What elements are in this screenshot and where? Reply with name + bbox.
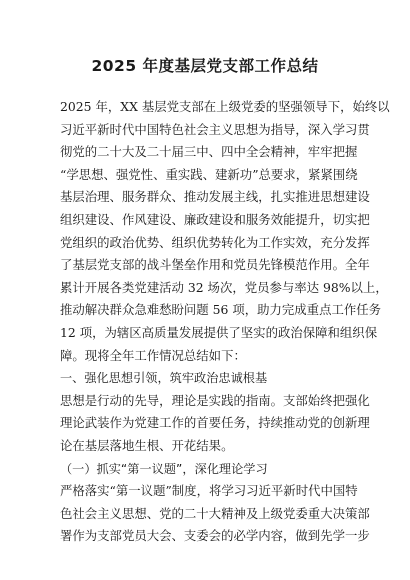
body-line: 彻党的二十大及二十届三中、四中全会精神，牢牢把握 bbox=[60, 144, 358, 160]
document-body bbox=[60, 96, 390, 548]
body-line: 障。现将全年工作情况总结如下： bbox=[60, 347, 246, 363]
body-line: 论在基层落地生根、开花结果。 bbox=[60, 437, 234, 453]
body-line: 习近平新时代中国特色社会主义思想为指导，深入学习贯 bbox=[60, 121, 370, 137]
body-line: 署作为支部党员大会、支委会的必学内容，做到先学一步 bbox=[60, 528, 370, 544]
body-line: “学思想、强党性、重实践、建新功”总要求，紧紧围绕 bbox=[60, 166, 358, 182]
body-line: 推动解决群众急难愁盼问题 56 项，助力完成重点工作任务 bbox=[60, 302, 382, 318]
body-line: 累计开展各类党建活动 32 场次，党员参与率达 98%以上， bbox=[60, 279, 388, 295]
body-line: 严格落实“第一议题”制度，将学习习近平新时代中国特 bbox=[60, 483, 358, 499]
body-line: 2025 年，XX 基层党支部在上级党委的坚强领导下，始终以 bbox=[60, 99, 390, 114]
document-title: 2025 年度基层党支部工作总结 bbox=[91, 57, 319, 75]
body-line: 组织建设、作风建设、廉政建设和服务效能提升，切实把 bbox=[60, 211, 370, 227]
body-line: 色社会主义思想、党的二十大精神及上级党委重大决策部 bbox=[60, 505, 370, 521]
body-line: 党组织的政治优势、组织优势转化为工作实效，充分发挥 bbox=[60, 234, 370, 250]
body-line: 思想是行动的先导，理论是实践的指南。支部始终把强化 bbox=[60, 392, 370, 408]
body-line: 基层治理、服务群众、推动发展主线，扎实推进思想建设 bbox=[60, 189, 370, 205]
body-line: 理论武装作为党建工作的首要任务，持续推动党的创新理 bbox=[60, 415, 370, 431]
body-line: 了基层党支部的战斗堡垒作用和党员先锋模范作用。全年 bbox=[60, 257, 370, 273]
body-line: 12 项，为辖区高质量发展提供了坚实的政治保障和组织保 bbox=[60, 324, 378, 340]
section-heading: 一、强化思想引领，筑牢政治忠诚根基 bbox=[60, 371, 268, 386]
subsection-heading: （一）抓实“第一议题”，深化理论学习 bbox=[60, 461, 268, 476]
